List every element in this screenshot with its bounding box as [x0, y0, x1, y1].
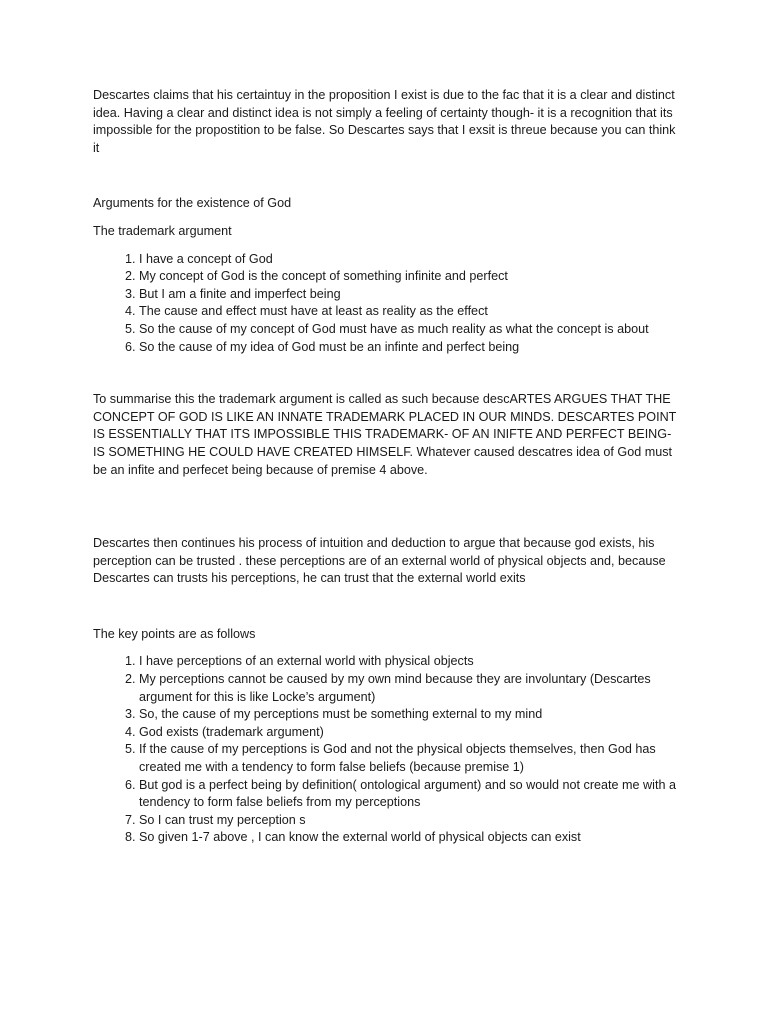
keypoints-heading: The key points are as follows — [93, 626, 256, 641]
keypoints-list — [93, 653, 683, 847]
list-item: 4. God exists (trademark argument) — [139, 724, 683, 742]
list-item: 2. My perceptions cannot be caused by my own mind because they are involuntary (Descartes argument for this is like Locke’s argument) — [139, 671, 683, 706]
list-item: 5. So the cause of my concept of God must have as much reality as what the concept is about — [139, 321, 683, 339]
list-item: 6. So the cause of my idea of God must be an infinte and perfect being — [139, 339, 683, 357]
list-item: 4. The cause and effect must have at least as reality as the effect — [139, 303, 683, 321]
arguments-heading: Arguments for the existence of God — [93, 196, 292, 211]
list-item: 5. If the cause of my perceptions is God and not the physical objects themselves, then God has created me with a tendency to form false beliefs (because premise 1) — [139, 741, 683, 776]
list-item: 7. So I can trust my perception s — [139, 812, 683, 830]
list-item: 8. So given 1-7 above , I can know the external world of physical objects can exist — [139, 829, 683, 847]
list-item: 3. But I am a finite and imperfect being — [139, 286, 683, 304]
intro-paragraph: Descartes claims that his certaintuy in the proposition I exist is due to the fac that it is a clear and distinct idea. Having a clear and distinct idea is not simply a feeling of certainty though- it is a recognition that its impossible for the propostition to be false. So Descartes says that I exsit is threue because you can think it — [93, 88, 676, 155]
summary-paragraph: To summarise this the trademark argument is called as such because descARTES ARGUES THAT THE CONCEPT OF GOD IS LIKE AN INNATE TRADEMARK PLACED IN OUR MINDS. DESCARTES POINT IS ESSENTIALLY THAT ITS IMPOSSIBLE THIS TRADEMARK- OF AN INIFTE AND PERFECT BEING-IS SOMETHING HE COULD HAVE CREATED HIMSELF. Whatever caused descatres idea of God must be an infite and perfecet being because of premise 4 above. — [93, 392, 677, 477]
list-item: 6. But god is a perfect being by definition( ontological argument) and so would not create me with a tendency to form false beliefs from my perceptions — [139, 777, 683, 812]
trademark-heading: The trademark argument — [93, 223, 232, 238]
list-item: 1. I have perceptions of an external world with physical objects — [139, 653, 683, 671]
continues-paragraph: Descartes then continues his process of intuition and deduction to argue that because god exists, his perception can be trusted . these perceptions are of an external world of physical objects and, because Descartes can trusts his perceptions, he can trust that the external world exits — [93, 536, 666, 586]
document-body — [93, 87, 683, 847]
list-item: 3. So, the cause of my perceptions must be something external to my mind — [139, 706, 683, 724]
list-item: 1. I have a concept of God — [139, 251, 683, 269]
trademark-argument-list — [93, 251, 683, 357]
list-item: 2. My concept of God is the concept of something infinite and perfect — [139, 268, 683, 286]
